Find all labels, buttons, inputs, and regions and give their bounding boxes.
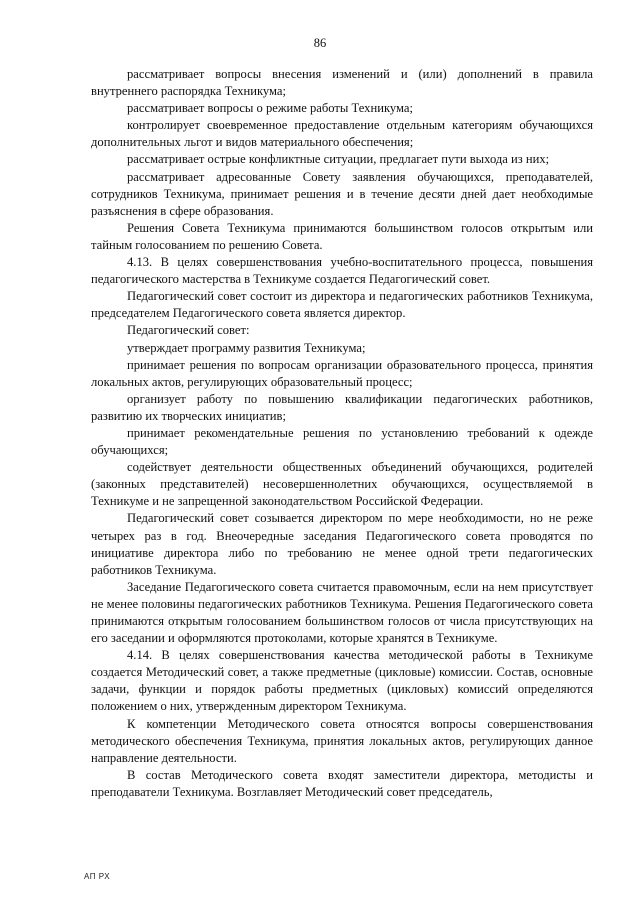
page-number: 86 (313, 36, 327, 50)
paragraph: Педагогический совет созывается директором по мере необходимости, но не реже четырех раз в год. Внеочередные заседания Педагогического совета проводятся по инициативе директора либо по требованию не менее одной трети педагогических работников Техникума. (91, 511, 593, 577)
footer-mark: АП РХ (84, 872, 111, 881)
document-body (91, 66, 593, 801)
paragraph: рассматривает вопросы о режиме работы Техникума; (127, 101, 413, 116)
paragraph: рассматривает вопросы внесения изменений и (или) дополнений в правила внутреннего распорядка Техникума; (91, 67, 593, 99)
paragraph: рассматривает адресованные Совету заявления обучающихся, преподавателей, сотрудников Техникума, принимает решения и в течение десяти дней дает необходимые разъяснения в сфере образования. (91, 169, 593, 218)
paragraph: Решения Совета Техникума принимаются большинством голосов открытым или тайным голосованием по решению Совета. (91, 220, 593, 252)
paragraph: рассматривает острые конфликтные ситуации, предлагает пути выхода из них; (127, 152, 550, 167)
paragraph: принимает рекомендательные решения по установлению требований к одежде обучающихся; (91, 425, 593, 458)
paragraph: Заседание Педагогического совета считается правомочным, если на нем присутствует не менее половины педагогических работников Техникума. Решения Педагогического совета принимаются открытым голосованием большинством голосов от числа присутствующих на его заседании и оформляются протоколами, которые хранятся в Техникуме. (91, 579, 593, 646)
paragraph: утверждает программу развития Техникума; (127, 340, 366, 355)
paragraph: принимает решения по вопросам организации образовательного процесса, принятия локальных актов, регулирующих образовательный процесс; (91, 357, 593, 389)
paragraph: К компетенции Методического совета относятся вопросы совершенствования методического обеспечения Техникума, принятия локальных актов, регулирующих данное направление деятельности. (91, 716, 593, 765)
paragraph: Педагогический совет состоит из директора и педагогических работников Техникума, председателем Педагогического совета является директор. (91, 289, 593, 321)
paragraph: организует работу по повышению квалификации педагогических работников, развитию их творческих инициатив; (91, 391, 593, 423)
paragraph: контролирует своевременное предоставление отдельным категориям обучающихся дополнительных льгот и видов материального обеспечения; (91, 118, 593, 150)
paragraph: Педагогический совет: (127, 323, 250, 338)
paragraph: 4.13. В целях совершенствования учебно-воспитательного процесса, повышения педагогического мастерства в Техникуме создается Педагогический совет. (91, 255, 593, 287)
paragraph: 4.14. В целях совершенствования качества методической работы в Техникуме создается Методический совет, а также предметные (цикловые) комиссии. Состав, основные задачи, функции и порядок работы предметных (цикловых) комиссий определяются положением о них, утвержденным директором Техникума. (91, 648, 593, 714)
paragraph: В состав Методического совета входят заместители директора, методисты и преподаватели Техникума. Возглавляет Методический совет председатель, (91, 767, 593, 799)
paragraph: содействует деятельности общественных объединений обучающихся, родителей (законных представителей) несовершеннолетних обучающихся, осуществляемой в Техникуме и не запрещенной законодательством Российской Федерации. (91, 460, 593, 509)
